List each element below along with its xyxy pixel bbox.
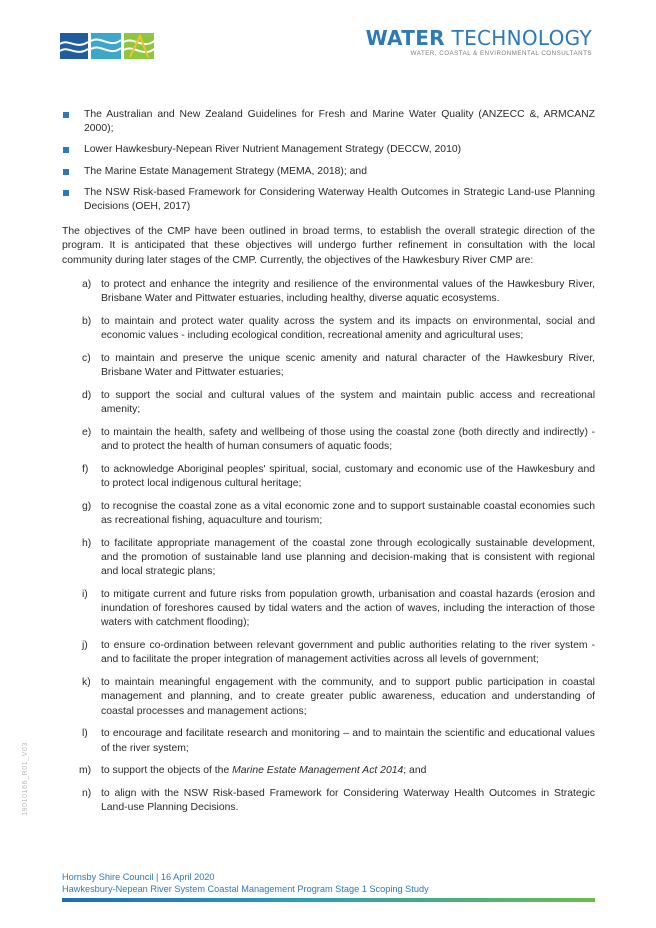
objective-item-c [62,352,595,380]
objective-item-h [62,537,595,580]
footer-report-title: Hawkesbury-Nepean River System Coastal Management Program Stage 1 Scoping Study [62,883,429,894]
objective-text: to mitigate current and future risks from population growth, urbanisation and coastal hazards (erosion and inundation of foreshores caused by tidal waters and the action of waves, including the interaction of those waters with catchment flooding); [101,589,595,629]
objective-item-j [62,639,595,667]
square-bullet-icon [63,112,69,118]
guideline-text: The Marine Estate Management Strategy (MEMA, 2018); and [84,165,367,177]
brand-block [366,27,592,57]
guideline-bullet-item [62,186,595,214]
objective-label: i) [82,589,88,601]
footer-divider-bar [62,898,595,902]
guideline-text: The NSW Risk-based Framework for Considering Waterway Health Outcomes in Strategic Land-use Planning Decisions (OEH, 2017) [84,186,595,213]
objective-text: to ensure co-ordination between relevant government and public authorities relating to the river system - and to facilitate the proper integration of management activities across all levels of government; [101,640,595,666]
objective-text: to protect and enhance the integrity and resilience of the environmental values of the Hawkesbury River, Brisbane Water and Pittwater estuaries, including healthy, diverse aquatic ecosystems. [101,278,595,305]
guidelines-list [62,108,595,214]
objective-text: to maintain the health, safety and wellbeing of those using the coastal zone (both directly and indirectly) - and to protect the health of human consumers of aquatic foods; [101,426,595,453]
objective-item-a [62,278,595,306]
objective-label: c) [82,352,91,364]
objective-label: m) [79,765,92,777]
objective-item-m [62,764,595,778]
objective-text: to maintain and protect water quality across the system and its impacts on environmental, social and economic values - including ecological condition, recreational amenity and agricultural uses; [101,315,595,342]
brand-tagline: WATER, COASTAL & ENVIRONMENTAL CONSULTANTS [410,50,592,57]
document-body [62,108,595,824]
objective-label: d) [82,389,92,401]
objective-item-f [62,463,595,491]
objective-label: h) [82,537,92,549]
act-title: Marine Estate Management Act 2014 [232,765,404,777]
objectives-intro-paragraph: The objectives of the CMP have been outlined in broad terms, to establish the overall strategic direction of the program. It is anticipated that these objectives will undergo further refinement in consultation with the local community during later stages of the CMP. Currently, the objectives of the Hawkesbury River CMP are: [62,226,595,266]
objectives-list [62,278,595,816]
objective-label: n) [82,788,92,800]
objective-label: a) [82,278,92,290]
guideline-text: Lower Hawkesbury-Nepean River Nutrient Management Strategy (DECCW, 2010) [84,144,462,156]
objective-item-l [62,727,595,755]
objective-text: to facilitate appropriate management of the coastal zone through ecologically sustainable development, and the promotion of sustainable land use planning and decision-making that is consistent with regional and local strategic plans; [101,537,595,578]
objective-text-before: to support the objects of the [101,765,233,777]
guideline-bullet-item [62,165,595,179]
objective-text: to align with the NSW Risk-based Framework for Considering Waterway Health Outcomes in Strategic Land-use Planning Decisions. [101,788,595,814]
objective-label: e) [82,426,92,438]
objective-label: k) [82,677,91,689]
objective-text: to support the social and cultural values of the system and maintain public access and recreational amenity; [101,389,595,416]
objective-text-after: ; and [403,765,427,777]
document-reference-code: 19010166_R01_V03 [22,742,29,816]
objective-text: to acknowledge Aboriginal peoples' spiritual, social, customary and economic use of the Hawkesbury and to protect local indigenous cultural heritage; [101,463,595,490]
objective-label: j) [82,640,88,652]
objective-text: to maintain meaningful engagement with the community, and to support public participation in coastal management and planning, and to create greater public awareness, education and understanding of coastal processes and management actions; [101,677,595,717]
brand-name-light: TECHNOLOGY [444,26,592,50]
objective-item-i [62,588,595,631]
guideline-bullet-item [62,143,595,157]
objective-item-g [62,500,595,528]
objective-item-n [62,787,595,815]
objective-item-k [62,676,595,719]
objective-item-e [62,426,595,454]
objective-item-b [62,315,595,343]
square-bullet-icon [63,190,69,196]
objective-text: to recognise the coastal zone as a vital economic zone and to support sustainable coastal economies such as recreational fishing, aquaculture and tourism; [101,500,595,527]
objective-label: b) [82,315,92,327]
objective-label: g) [82,500,92,512]
square-bullet-icon [63,169,69,175]
objective-item-d [62,389,595,417]
footer-client-date: Hornsby Shire Council | 16 April 2020 [62,872,215,882]
brand-name [366,27,592,49]
guideline-text: The Australian and New Zealand Guidelines for Fresh and Marine Water Quality (ANZECC &, ARMCANZ 2000); [84,109,595,135]
guideline-bullet-item [62,108,595,136]
objective-label: f) [82,463,89,475]
brand-name-bold: WATER [365,26,445,50]
objective-text: to encourage and facilitate research and monitoring – and to maintain the scientific and educational values of the river system; [101,728,595,754]
square-bullet-icon [63,147,69,153]
water-technology-logo-icon [60,30,154,62]
objective-text: to maintain and preserve the unique scenic amenity and natural character of the Hawkesbury River, Brisbane Water and Pittwater estuaries; [101,352,595,379]
objective-label: l) [82,728,88,740]
page-footer [62,872,429,895]
